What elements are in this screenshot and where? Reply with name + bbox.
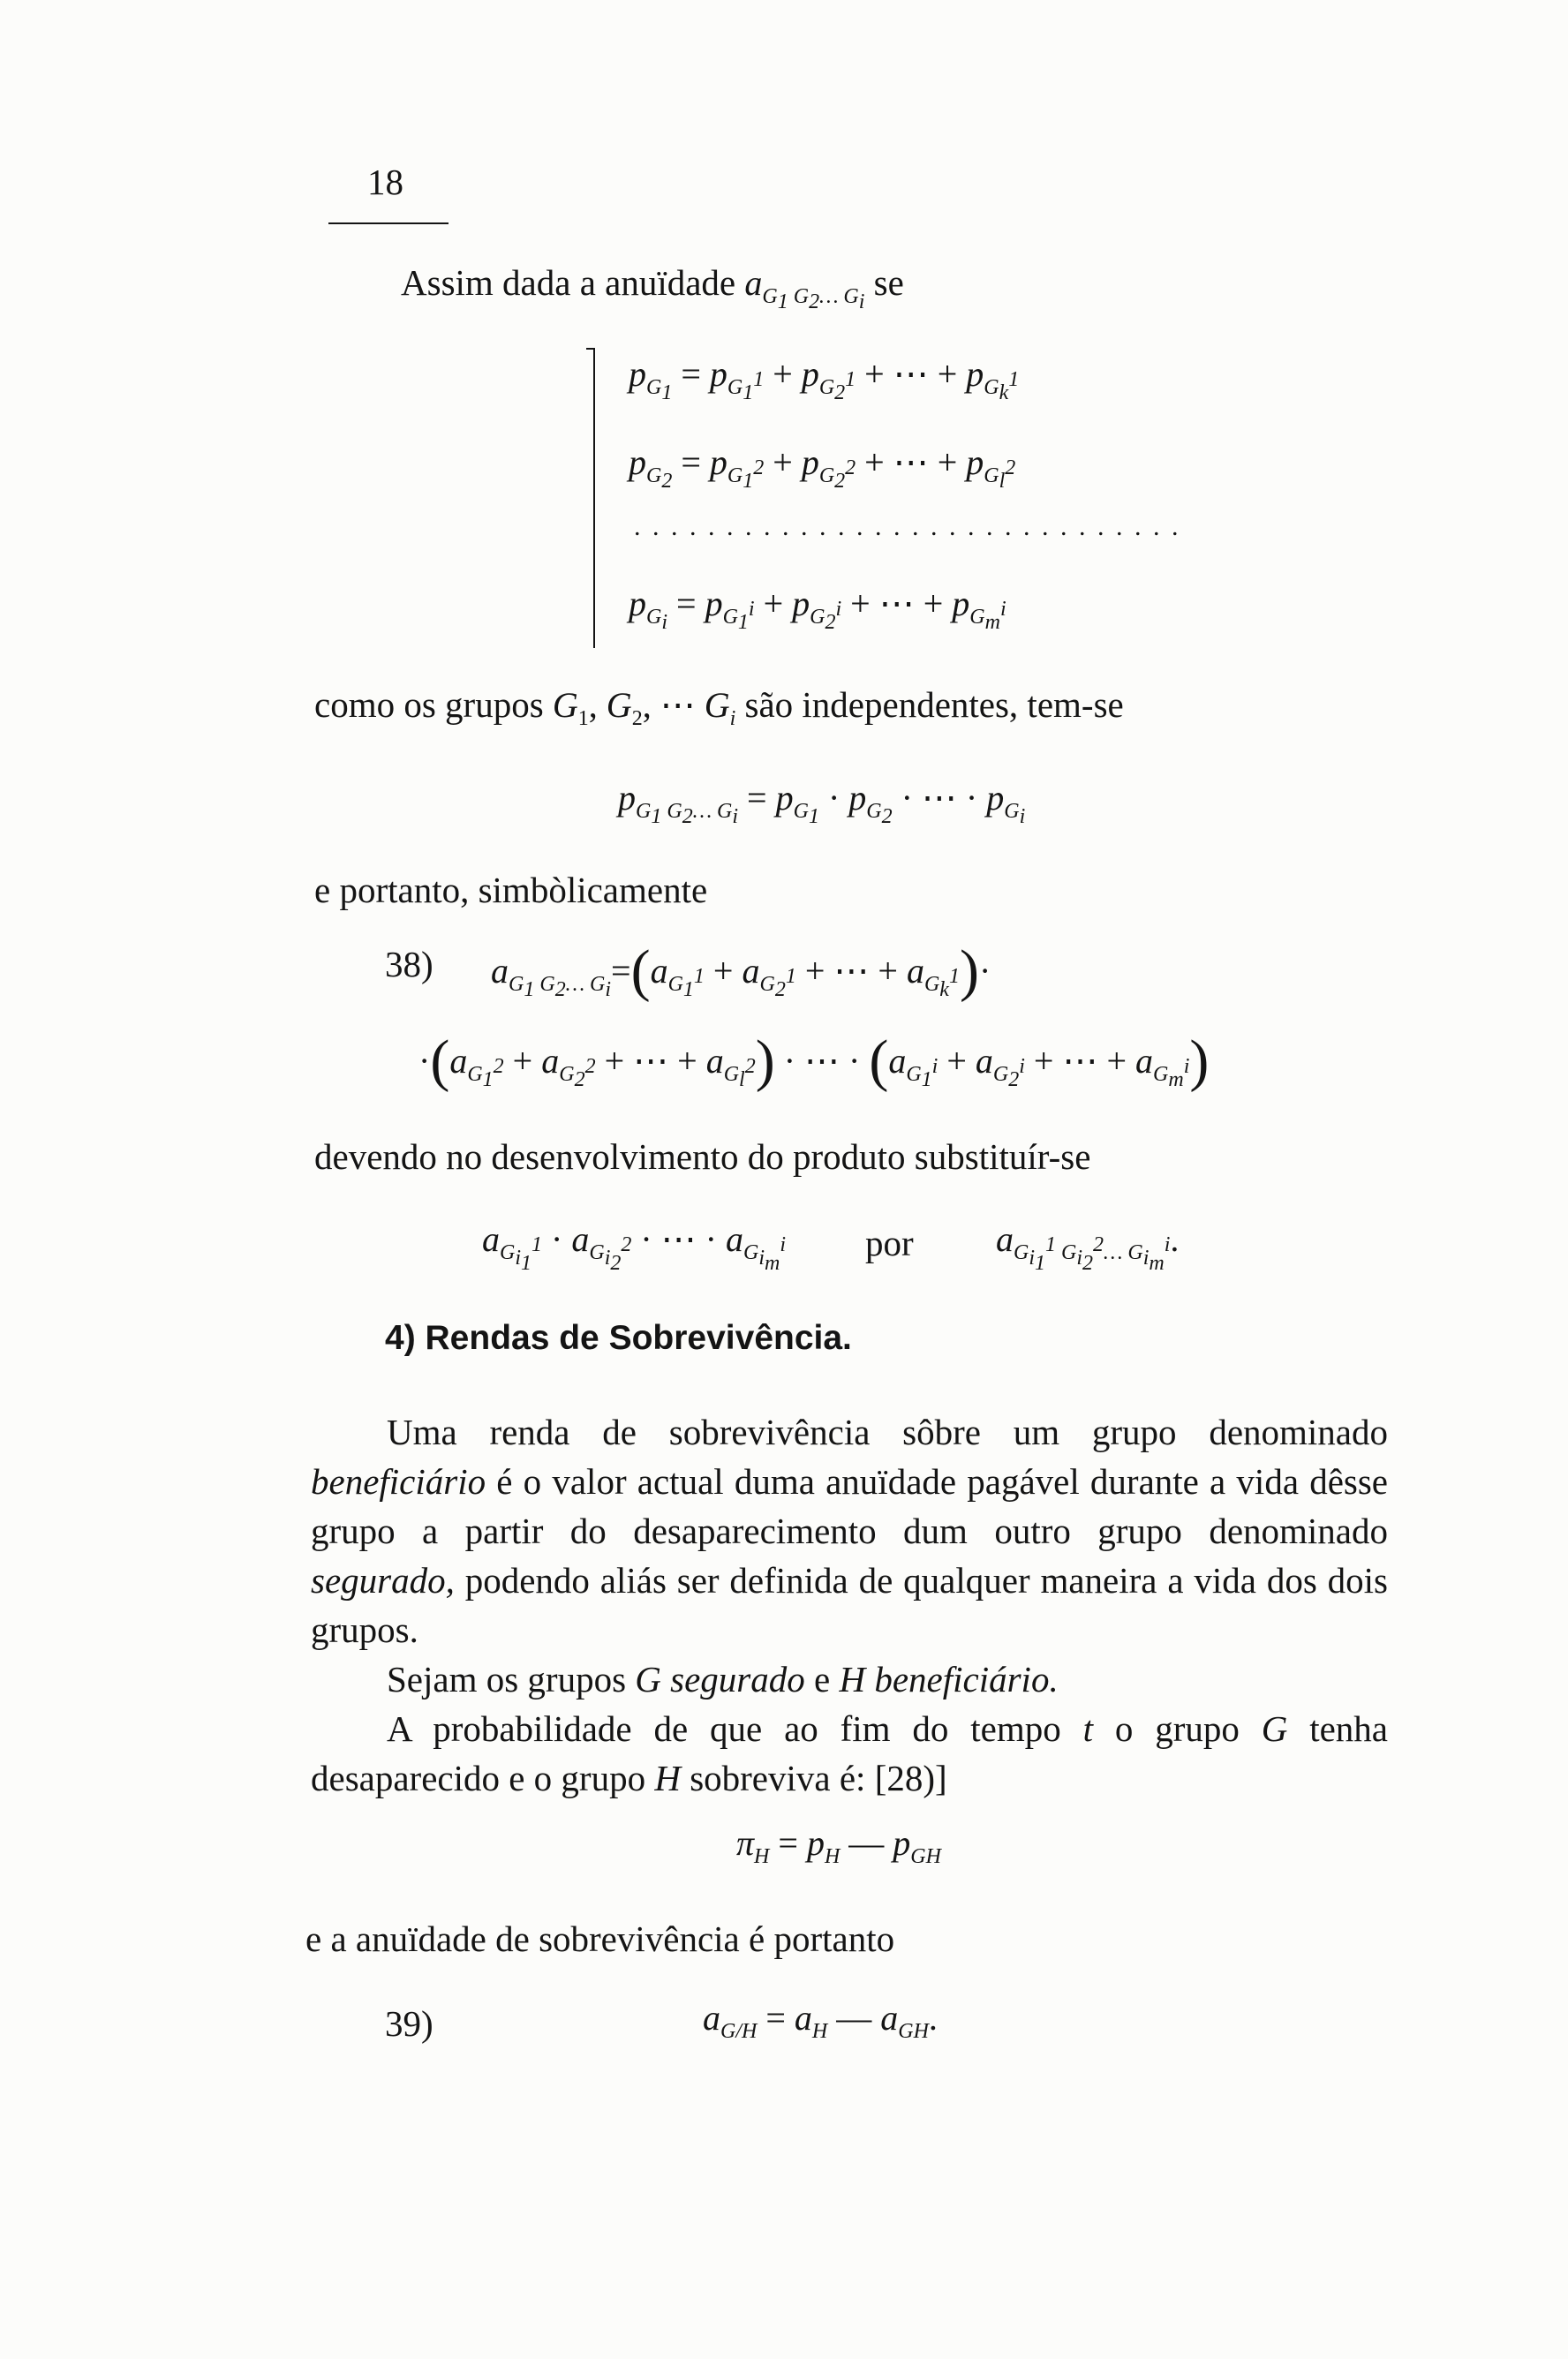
eq38-label: 38) <box>385 944 433 984</box>
page-number-rule <box>328 222 449 224</box>
system-eq-1: $p_{G_1} = p_{G_1^1} + p_{G_2^1}$ + ⋯ + $p_{G_k^1}$ <box>629 354 1020 404</box>
groups-sentence <box>314 680 1124 743</box>
substitution-left: $a_{G_{i_1}^1} \cdot a_{G_{i_2}^2}$ · ⋯ · $a_{G_{i_m}^i}$ <box>482 1219 787 1275</box>
eq38-line-2: $\cdot(a_{G_1^2} + a_{G_2^2}$ + ⋯ + $a_{G_l^2}$) · ⋯ · ($a_{G_1^i} + a_{G_2^i}$ + ⋯ + $a_{G_m^i}$) <box>418 1029 1210 1093</box>
system-eq-2: $p_{G_2} = p_{G_1^2} + p_{G_2^2}$ + ⋯ + $p_{G_l^2}$ <box>629 442 1016 493</box>
paragraph-probability: A probabilidade de que ao fim do tempo t o grupo G tenha desaparecido e o grupo H sobreviva é: [28)] <box>311 1708 1388 1798</box>
page-number: 18 <box>367 162 403 202</box>
intro-tail: se <box>873 262 904 303</box>
groups-text: como os grupos <box>314 684 544 725</box>
eq38-line-1: $a_{G_1 G_2\dots G_i}=(a_{G_1^1} + a_{G_2^1}$ + ⋯ + $a_{G_k^1})\cdot$ <box>491 938 991 1003</box>
paragraph-definition <box>311 1407 1388 1803</box>
portanto-line: e portanto, simbòlicamente <box>314 870 708 910</box>
section-title: 4) Rendas de Sobrevivência. <box>385 1319 852 1357</box>
paragraph-groups: Sejam os grupos G segurado e H beneficiário. <box>387 1659 1059 1700</box>
anuidade-line: e a anuïdade de sobrevivência é portanto <box>305 1918 895 1959</box>
devendo-line: devendo no desenvolvimento do produto substituír-se <box>314 1136 1091 1177</box>
eq39-label: 39) <box>385 2003 433 2044</box>
groups-list: $G_1$, $G_2$, ⋯ $G_i$ <box>552 685 736 730</box>
product-equation: $p_{G_1 G_2\dots G_i} = p_{G_1} \cdot p_{G_2}$ · ⋯ · $p_{G_i}$ <box>618 778 1026 828</box>
system-dots: . . . . . . . . . . . . . . . . . . . . . . . . . . . . . . <box>634 512 1181 541</box>
intro-line <box>401 258 904 327</box>
intro-annuity-symbol: $a_{G_1 G_2\dots G_i}$ <box>744 263 865 313</box>
por-word: por <box>865 1223 914 1263</box>
system-eq-3: $p_{G_i} = p_{G_1^i} + p_{G_2^i}$ + ⋯ + $p_{G_m^i}$ <box>629 584 1006 634</box>
eq39-equation: $a_{G/H} = a_H$ — $a_{GH}$. <box>703 1998 938 2043</box>
paragraph-definition-text: Uma renda de sobrevivência sôbre um grupo denominado beneficiário é o valor actual duma anuïdade pagável durante a vida dêsse grupo a partir do desaparecimento dum outro grupo denominado segurado, podendo aliás ser definida de qualquer maneira a vida dos dois grupos. <box>311 1412 1388 1650</box>
groups-tail: são independentes, tem-se <box>744 684 1124 725</box>
system-brace <box>593 348 607 648</box>
substitution-right: $a_{G_{i_1}^1 G_{i_2}^2\dots G_{i_m}^i}$. <box>996 1219 1180 1275</box>
intro-text: Assim dada a anuïdade <box>401 262 736 303</box>
pi-equation: $\pi_H = p_H$ — $p_{GH}$ <box>736 1823 941 1868</box>
